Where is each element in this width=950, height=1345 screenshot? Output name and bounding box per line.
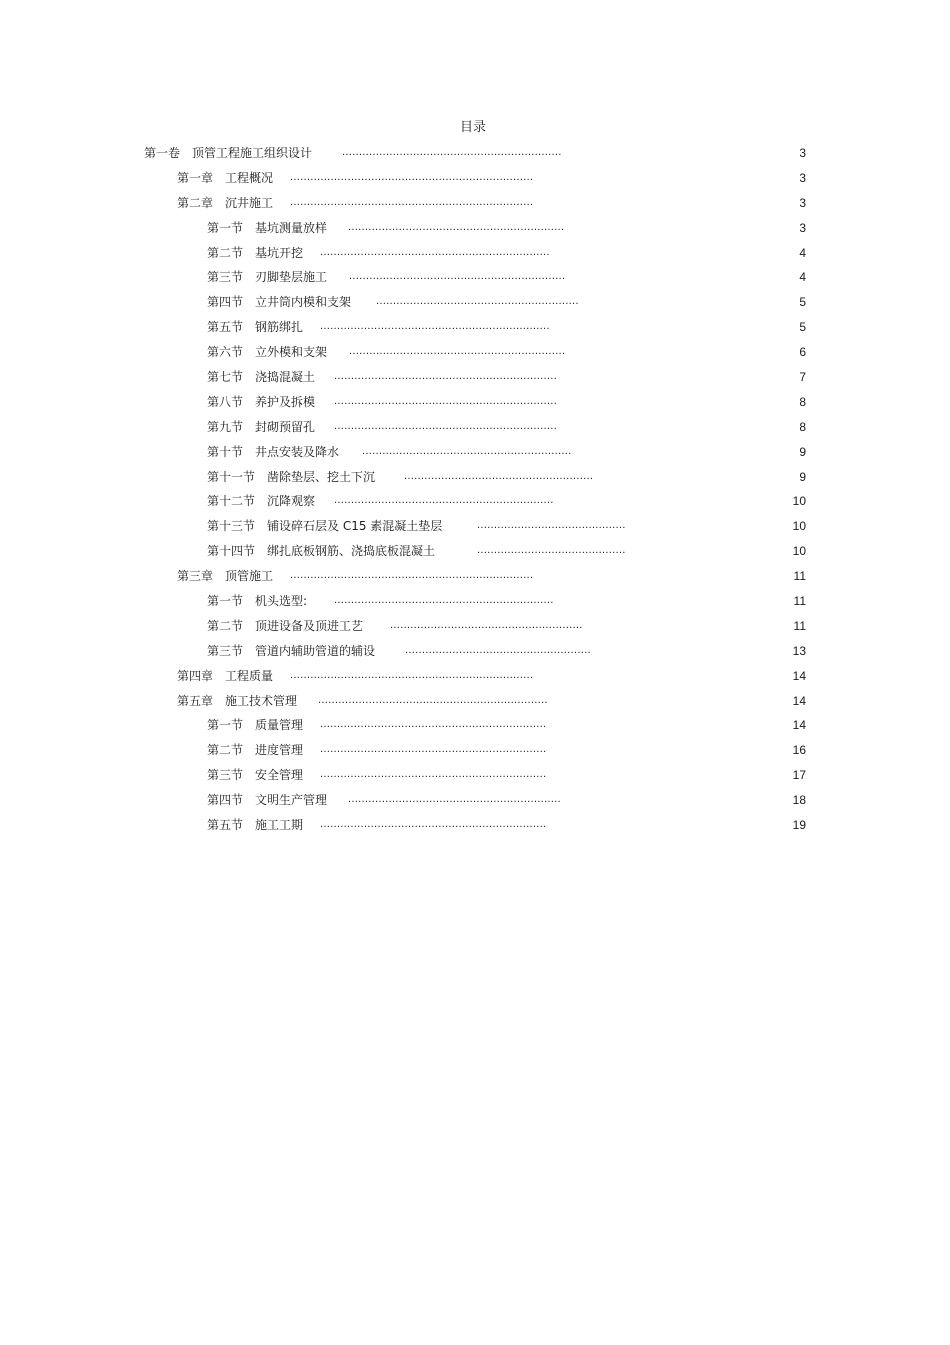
toc-entry-label xyxy=(207,290,351,315)
toc-entry-text: 铺设碎石层及 C15 素混凝土垫层 xyxy=(267,519,443,534)
toc-entry-number: 第四节 xyxy=(207,793,244,808)
toc-leader-dots: .................................................................. xyxy=(334,420,557,432)
toc-entry-label xyxy=(207,340,327,365)
toc-entry-number: 第十一节 xyxy=(207,469,256,484)
toc-page-number: 3 xyxy=(799,195,806,210)
toc-entry-text: 沉降观察 xyxy=(267,494,316,509)
toc-page-number: 4 xyxy=(799,270,806,285)
toc-leader-dots: ............................................ xyxy=(477,545,626,557)
toc-entry-label xyxy=(144,141,312,166)
toc-page-number: 10 xyxy=(792,494,806,509)
toc-entry-label xyxy=(207,713,303,738)
toc-entry-number: 第七节 xyxy=(207,370,244,385)
toc-page-number: 8 xyxy=(799,394,806,409)
toc-entry-text: 井点安装及降水 xyxy=(255,444,340,459)
toc-entry[interactable] xyxy=(0,788,950,813)
toc-page-number: 14 xyxy=(792,693,806,708)
toc-leader-dots: ........................................................................ xyxy=(290,171,534,183)
toc-entry-text: 工程概况 xyxy=(225,170,274,185)
toc-leader-dots: ............................................ xyxy=(477,520,626,532)
toc-leader-dots: ................................................................ xyxy=(349,271,566,283)
toc-leader-dots: ................................................................... xyxy=(320,819,547,831)
toc-entry[interactable] xyxy=(0,713,950,738)
toc-leader-dots: ................................................................... xyxy=(320,769,547,781)
toc-entry[interactable] xyxy=(0,390,950,415)
toc-entry[interactable] xyxy=(0,415,950,440)
toc-leader-dots: .................................................................... xyxy=(318,694,548,706)
toc-entry-number: 第十三节 xyxy=(207,519,256,534)
toc-entry-text: 施工工期 xyxy=(255,818,304,833)
toc-leader-dots: .................................................................. xyxy=(334,371,557,383)
toc-entry[interactable] xyxy=(0,639,950,664)
toc-entry-text: 文明生产管理 xyxy=(255,793,328,808)
toc-entry[interactable] xyxy=(0,614,950,639)
toc-entry-text: 基坑测量放样 xyxy=(255,220,328,235)
toc-page-number: 4 xyxy=(799,245,806,260)
toc-entry-text: 顶管施工 xyxy=(225,569,274,584)
toc-page-number: 13 xyxy=(792,643,806,658)
toc-entry[interactable] xyxy=(0,216,950,241)
toc-entry[interactable] xyxy=(0,514,950,539)
toc-entry[interactable] xyxy=(0,489,950,514)
toc-leader-dots: ........................................................ xyxy=(404,470,594,482)
toc-entry-label xyxy=(177,564,273,589)
toc-entry[interactable] xyxy=(0,290,950,315)
toc-entry[interactable] xyxy=(0,589,950,614)
toc-leader-dots: ............................................................ xyxy=(376,296,579,308)
toc-page-number: 5 xyxy=(799,295,806,310)
toc-entry-text: 管道内辅助管道的辅设 xyxy=(255,643,376,658)
toc-entry-label xyxy=(207,788,327,813)
toc-page-number: 14 xyxy=(792,668,806,683)
toc-entry[interactable] xyxy=(0,539,950,564)
toc-entry-label xyxy=(207,738,303,763)
toc-entry-number: 第十二节 xyxy=(207,494,256,509)
toc-entry-label xyxy=(177,664,273,689)
toc-entry-text: 封砌预留孔 xyxy=(255,419,316,434)
toc-entry-label xyxy=(177,166,273,191)
toc-entry-text: 绑扎底板钢筋、浇捣底板混凝土 xyxy=(267,544,436,559)
toc-page-number: 9 xyxy=(799,444,806,459)
toc-entry-number: 第三节 xyxy=(207,768,244,783)
toc-entry-text: 基坑开挖 xyxy=(255,245,304,260)
toc-entry-number: 第五节 xyxy=(207,320,244,335)
toc-entry-number: 第十四节 xyxy=(207,544,256,559)
toc-entry-label xyxy=(207,514,442,539)
toc-entry-number: 第十节 xyxy=(207,444,244,459)
toc-entry-text: 浇捣混凝土 xyxy=(255,370,316,385)
toc-page-number: 18 xyxy=(792,793,806,808)
toc-entry-number: 第四章 xyxy=(177,668,214,683)
toc-entry-label xyxy=(177,191,273,216)
toc-entry-text: 立井筒内模和支架 xyxy=(255,295,352,310)
toc-entry[interactable] xyxy=(0,265,950,290)
toc-entry-number: 第三节 xyxy=(207,643,244,658)
toc-leader-dots: ................................................................ xyxy=(348,221,565,233)
toc-page-number: 19 xyxy=(792,818,806,833)
toc-entry[interactable] xyxy=(0,241,950,266)
toc-page-number: 5 xyxy=(799,320,806,335)
toc-entry-text: 凿除垫层、挖土下沉 xyxy=(267,469,376,484)
toc-entry-label xyxy=(207,440,339,465)
toc-entry-number: 第一章 xyxy=(177,170,214,185)
toc-entry[interactable] xyxy=(0,564,950,589)
toc-entry-number: 第二节 xyxy=(207,245,244,260)
toc-entry-label xyxy=(207,614,363,639)
toc-entry-number: 第二章 xyxy=(177,195,214,210)
toc-entry-text: 钢筋绑扎 xyxy=(255,320,304,335)
toc-page-number: 6 xyxy=(799,345,806,360)
toc-entry-text: 工程质量 xyxy=(225,668,274,683)
toc-entry[interactable] xyxy=(0,689,950,714)
toc-entry-label xyxy=(207,813,303,838)
toc-entry-label xyxy=(207,639,375,664)
toc-entry[interactable] xyxy=(0,166,950,191)
toc-entry-text: 养护及拆模 xyxy=(255,394,316,409)
toc-entry[interactable] xyxy=(0,813,950,838)
toc-entry-number: 第一节 xyxy=(207,594,244,609)
toc-page-number: 11 xyxy=(793,569,806,584)
toc-leader-dots: .............................................................. xyxy=(362,445,572,457)
toc-entry[interactable] xyxy=(0,365,950,390)
toc-entry-number: 第三节 xyxy=(207,270,244,285)
toc-entry-label xyxy=(177,689,297,714)
toc-leader-dots: ................................................................ xyxy=(349,346,566,358)
toc-page-number: 17 xyxy=(792,768,806,783)
toc-leader-dots: ................................................................. xyxy=(334,495,554,507)
toc-entry[interactable] xyxy=(0,763,950,788)
toc-entry-label xyxy=(207,763,303,788)
toc-page-number: 11 xyxy=(793,618,806,633)
toc-entry-label xyxy=(207,415,315,440)
table-of-contents xyxy=(0,141,950,838)
toc-entry-number: 第八节 xyxy=(207,394,244,409)
toc-entry-number: 第二节 xyxy=(207,618,244,633)
toc-entry-number: 第一卷 xyxy=(144,146,181,160)
toc-entry-text: 安全管理 xyxy=(255,768,304,783)
toc-entry-text: 质量管理 xyxy=(255,718,304,733)
toc-page-number: 10 xyxy=(792,519,806,534)
toc-leader-dots: ......................................................... xyxy=(390,619,583,631)
toc-entry-label xyxy=(207,465,375,490)
toc-entry-number: 第一节 xyxy=(207,220,244,235)
toc-entry[interactable] xyxy=(0,141,950,166)
toc-entry-label xyxy=(207,315,303,340)
toc-leader-dots: ........................................................................ xyxy=(290,570,534,582)
toc-entry-number: 第五节 xyxy=(207,818,244,833)
toc-page-number: 3 xyxy=(799,220,806,235)
toc-entry[interactable] xyxy=(0,315,950,340)
toc-leader-dots: ........................................................................ xyxy=(290,196,534,208)
toc-leader-dots: .................................................................... xyxy=(320,246,550,258)
toc-page-number: 14 xyxy=(792,718,806,733)
toc-entry-number: 第六节 xyxy=(207,345,244,360)
toc-leader-dots: ................................................................. xyxy=(334,595,554,607)
toc-entry-number: 第九节 xyxy=(207,419,244,434)
toc-page-number: 10 xyxy=(792,544,806,559)
toc-page-number: 16 xyxy=(792,743,806,758)
toc-entry-label xyxy=(207,589,307,614)
toc-entry-number: 第二节 xyxy=(207,743,244,758)
toc-entry-text: 立外模和支架 xyxy=(255,345,328,360)
toc-entry-label xyxy=(207,241,303,266)
toc-entry-label xyxy=(207,265,327,290)
toc-entry[interactable] xyxy=(0,440,950,465)
toc-page-number: 11 xyxy=(793,594,806,609)
toc-entry-label xyxy=(207,365,315,390)
toc-leader-dots: ....................................................... xyxy=(405,644,591,656)
toc-entry[interactable] xyxy=(0,340,950,365)
toc-entry[interactable] xyxy=(0,191,950,216)
toc-entry-label xyxy=(207,390,315,415)
toc-page-number: 3 xyxy=(799,146,806,160)
toc-leader-dots: .................................................................. xyxy=(334,395,557,407)
toc-title: 目录 xyxy=(459,120,486,135)
toc-entry-text: 顶管工程施工组织设计 xyxy=(192,146,313,160)
toc-entry[interactable] xyxy=(0,664,950,689)
toc-entry-label xyxy=(207,539,435,564)
toc-entry-text: 刃脚垫层施工 xyxy=(255,270,328,285)
toc-entry-number: 第四节 xyxy=(207,295,244,310)
toc-leader-dots: ................................................................. xyxy=(342,147,562,158)
toc-entry-number: 第三章 xyxy=(177,569,214,584)
toc-leader-dots: ........................................................................ xyxy=(290,669,534,681)
toc-leader-dots: ................................................................... xyxy=(320,719,547,731)
toc-leader-dots: .................................................................... xyxy=(320,321,550,333)
toc-leader-dots: ............................................................... xyxy=(348,794,561,806)
toc-entry[interactable] xyxy=(0,738,950,763)
toc-entry-number: 第五章 xyxy=(177,693,214,708)
toc-entry[interactable] xyxy=(0,465,950,490)
toc-entry-text: 进度管理 xyxy=(255,743,304,758)
toc-page-number: 7 xyxy=(799,370,806,385)
toc-entry-number: 第一节 xyxy=(207,718,244,733)
toc-entry-label xyxy=(207,489,315,514)
toc-entry-text: 施工技术管理 xyxy=(225,693,298,708)
toc-page-number: 3 xyxy=(799,170,806,185)
toc-entry-text: 顶进设备及顶进工艺 xyxy=(255,618,364,633)
toc-page-number: 8 xyxy=(799,419,806,434)
toc-entry-label xyxy=(207,216,327,241)
toc-entry-text: 沉井施工 xyxy=(225,195,274,210)
toc-page-number: 9 xyxy=(799,469,806,484)
toc-entry-text: 机头选型: xyxy=(255,594,308,609)
toc-leader-dots: ................................................................... xyxy=(320,744,547,756)
